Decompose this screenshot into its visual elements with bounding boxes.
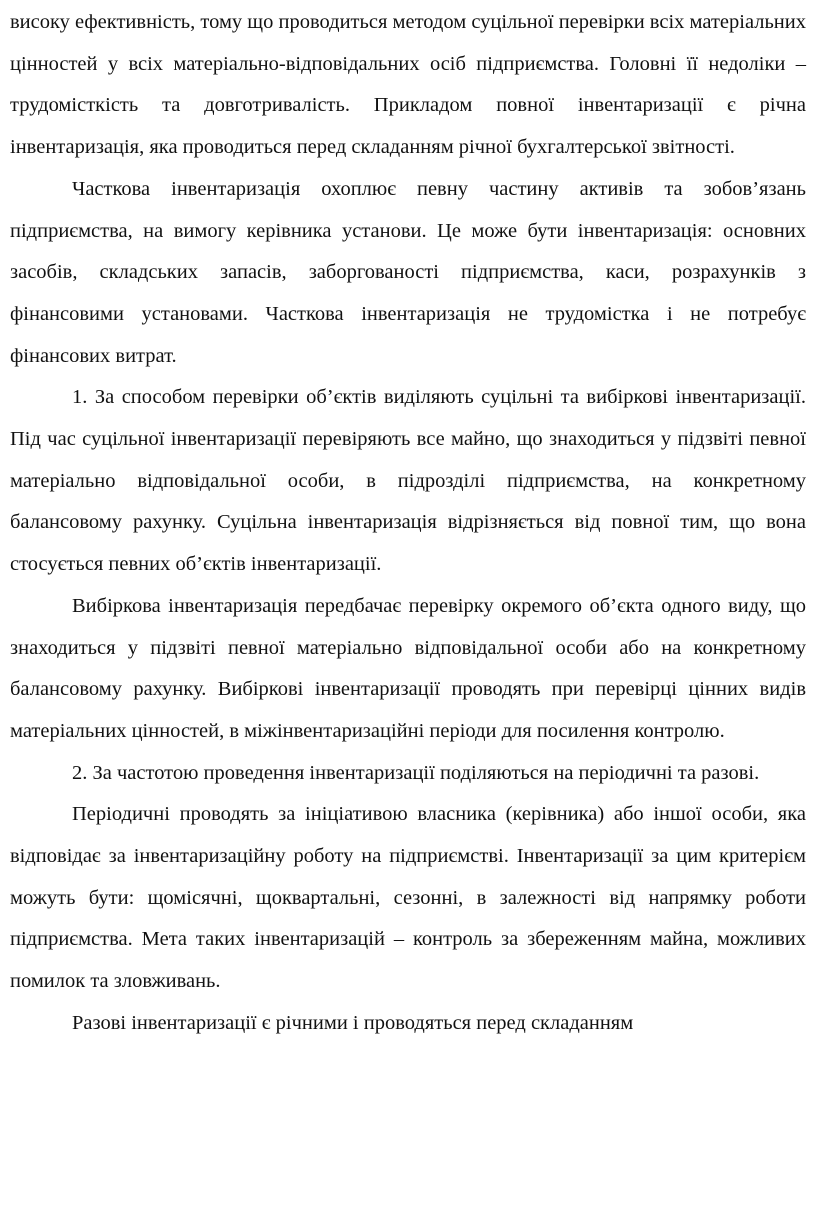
paragraph-continuation: високу ефективність, тому що проводиться методом суцільної перевірки всіх матеріальних цінностей у всіх матеріально-відповідальних осіб підприємства. Головні її недоліки – трудомісткість та довготривалість. Прикладом повної інвентаризації є річна інвентаризація, яка проводиться перед складанням річної бухгалтерської звітності. [10,11,806,159]
paragraph-selective-inventory: Вибіркова інвентаризація передбачає перевірку окремого об’єкта одного виду, що знаходиться у підзвіті певної матеріально відповідальної особи або на конкретному балансовому рахунку. Вибіркові інвентаризації проводять при перевірці цінних видів матеріальних цінностей, в міжінвентаризаційні періоди для посилення контролю. [10,594,806,742]
paragraph-one-time-inventory: Разові інвентаризації є річними і проводяться перед складанням [72,1011,634,1034]
paragraph-method-of-verification: 1. За способом перевірки об’єктів виділяють суцільні та вибіркові інвентаризації. Під час суцільної інвентаризації перевіряють все майно, що знаходиться у підзвіті певної матеріально відповідальної особи, в підрозділі підприємства, на конкретному балансовому рахунку. Суцільна інвентаризація відрізняється від повної тим, що вона стосується певних об’єктів інвентаризації. [10,386,806,576]
paragraph-partial-inventory: Часткова інвентаризація охоплює певну частину активів та зобов’язань підприємства, на вимогу керівника установи. Це може бути інвентаризація: основних засобів, складських запасів, заборгованості підприємства, каси, розрахунків з фінансовими установами. Часткова інвентаризація не трудомістка і не потребує фінансових витрат. [10,177,806,367]
paragraph-periodic-inventory: Періодичні проводять за ініціативою власника (керівника) або іншої особи, яка відповідає за інвентаризаційну роботу на підприємстві. Інвентаризації за цим критерієм можуть бути: щомісячні, щоквартальні, сезонні, в залежності від напрямку роботи підприємства. Мета таких інвентаризацій – контроль за збереженням майна, можливих помилок та зловживань. [10,803,806,993]
paragraph-frequency: 2. За частотою проведення інвентаризації поділяються на періодичні та разові. [72,761,760,784]
document-page [0,2,816,1230]
